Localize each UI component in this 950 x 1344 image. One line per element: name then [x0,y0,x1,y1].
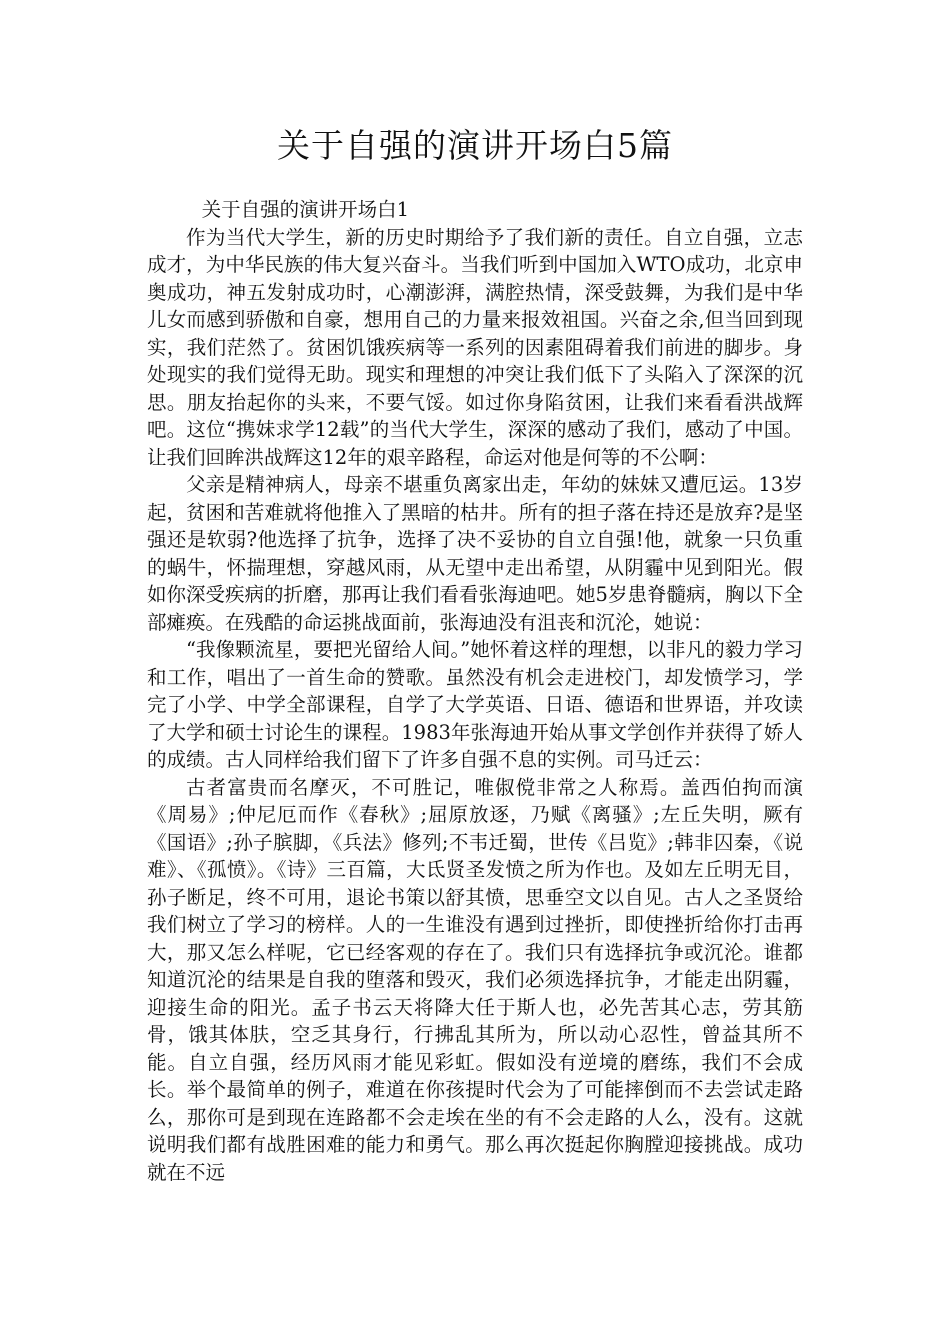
paragraph: 作为当代大学生，新的历史时期给予了我们新的责任。自立自强，立志成才，为中华民族的伟大复兴奋斗。当我们听到中国加入WTO成功，北京申奥成功，神五发射成功时，心潮澎湃，满腔热情，深受鼓舞，为我们是中华儿女而感到骄傲和自豪，想用自己的力量来报效祖国。兴奋之余,但当回到现实，我们茫然了。贫困饥饿疾病等一系列的因素阻碍着我们前进的脚步。身处现实的我们觉得无助。现实和理想的冲突让我们低下了头陷入了深深的沉思。朋友抬起你的头来，不要气馁。如过你身陷贫困，让我们来看看洪战辉吧。这位“携妹求学12载”的当代大学生，深深的感动了我们，感动了中国。让我们回眸洪战辉这12年的艰辛路程，命运对他是何等的不公啊： [147,225,803,469]
paragraph: 古者富贵而名摩灭，不可胜记，唯俶傥非常之人称焉。盖西伯拘而演《周易》;仲尼厄而作《春秋》;屈原放逐，乃赋《离骚》;左丘失明，厥有《国语》;孙子膑脚，《兵法》修列;不韦迁蜀，世传《吕览》;韩非囚秦，《说难》、《孤愤》。《诗》三百篇，大氐贤圣发愤之所为作也。及如左丘明无目，孙子断足，终不可用，退论书策以舒其愤，思垂空文以自见。古人之圣贤给我们树立了学习的榜样。人的一生谁没有遇到过挫折，即使挫折给你打击再大，那又怎么样呢，它已经客观的存在了。我们只有选择抗争或沉沦。谁都知道沉沦的结果是自我的堕落和毁灭，我们必须选择抗争，才能走出阴霾，迎接生命的阳光。孟子书云天将降大任于斯人也，必先苦其心志，劳其筋骨，饿其体肤，空乏其身行，行拂乱其所为，所以动心忍性，曾益其所不能。自立自强，经历风雨才能见彩虹。假如没有逆境的磨练，我们不会成长。举个最简单的例子，难道在你孩提时代会为了可能摔倒而不去尝试走路么，那你可是到现在连路都不会走埃在坐的有不会走路的人么，没有。这就说明我们都有战胜困难的能力和勇气。那么再次挺起你胸膛迎接挑战。成功就在不远 [147,775,803,1184]
paragraph: 父亲是精神病人，母亲不堪重负离家出走，年幼的妹妹又遭厄运。13岁起，贫困和苦难就将他推入了黑暗的枯井。所有的担子落在持还是放弃?是坚强还是软弱?他选择了抗争，选择了决不妥协的自立自强!他，就象一只负重的蜗牛，怀揣理想，穿越风雨，从无望中走出希望，从阴霾中见到阳光。假如你深受疾病的折磨，那再让我们看看张海迪吧。她5岁患脊髓病，胸以下全部瘫痪。在残酷的命运挑战面前，张海迪没有沮丧和沉沦，她说： [147,473,803,634]
document-title: 关于自强的演讲开场白5篇 [277,126,673,165]
section-heading: 关于自强的演讲开场白1 [201,198,410,221]
paragraph: “我像颗流星，要把光留给人间。”她怀着这样的理想，以非凡的毅力学习和工作，唱出了一首生命的赞歌。虽然没有机会走进校门，却发愤学习，学完了小学、中学全部课程，自学了大学英语、日语、德语和世界语，并攻读了大学和硕士讨论生的课程。1983年张海迪开始从事文学创作并获得了娇人的成绩。古人同样给我们留下了许多自强不息的实例。司马迁云： [147,638,803,771]
document-body [147,196,803,1186]
